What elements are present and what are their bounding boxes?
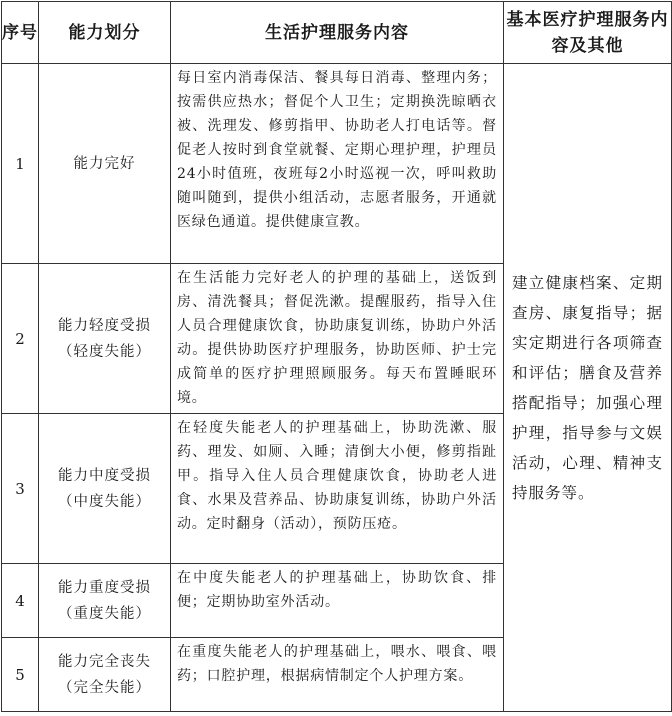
- care-service-table: [1, 1, 672, 712]
- row-seq: 4: [2, 564, 39, 638]
- row-seq: 5: [2, 638, 39, 712]
- medical-content: 建立健康档案、定期查房、康复指导；据实定期进行各项筛查和评估；膳食及营养搭配指导；加强心理护理，指导参与文娱活动，心理、精神支持服务等。: [504, 64, 672, 712]
- ability-sub-label: （轻度失能）: [58, 343, 151, 360]
- ability-sub-label: （重度失能）: [58, 605, 151, 622]
- row-ability: [39, 638, 171, 712]
- header-ability: 能力划分: [39, 2, 171, 64]
- row-service: 在轻度失能老人的护理基础上，协助洗漱、服药、理发、如厕、入睡；清倒大小便，修剪指趾甲。指导入住人员合理健康饮食，协助老人进食、水果及营养品、协助康复训练，协助户外活动。定时翻身（活动），预防压疮。: [171, 414, 504, 564]
- row-ability: [39, 64, 171, 264]
- row-ability: [39, 564, 171, 638]
- row-service: 在生活能力完好老人的护理的基础上，送饭到房、清洗餐具；督促洗漱。提醒服药，指导入住人员合理健康饮食，协助康复训练，协助户外活动。提供协助医疗护理服务，协助医师、护士完成简单的医疗护理照顾服务。每天布置睡眠环境。: [171, 264, 504, 414]
- ability-sub-label: （中度失能）: [58, 493, 151, 510]
- ability-label: 能力完好: [73, 155, 136, 172]
- header-medical: 基本医疗护理服务内容及其他: [504, 2, 672, 64]
- ability-label: 能力重度受损: [58, 579, 151, 596]
- header-seq: 序号: [2, 2, 39, 64]
- row-seq: 2: [2, 264, 39, 414]
- header-service: 生活护理服务内容: [171, 2, 504, 64]
- row-service: 在中度失能老人的护理基础上，协助饮食、排便；定期协助室外活动。: [171, 564, 504, 638]
- ability-label: 能力中度受损: [58, 467, 151, 484]
- ability-label: 能力轻度受损: [58, 317, 151, 334]
- ability-label: 能力完全丧失: [58, 653, 151, 670]
- row-service: 在重度失能老人的护理基础上，喂水、喂食、喂药；口腔护理，根据病情制定个人护理方案。: [171, 638, 504, 712]
- row-seq: 3: [2, 414, 39, 564]
- table-row: [2, 64, 672, 264]
- row-ability: [39, 264, 171, 414]
- row-service: 每日室内消毒保洁、餐具每日消毒、整理内务；按需供应热水；督促个人卫生；定期换洗晾晒衣被、洗理发、修剪指甲、协助老人打电话等。督促老人按时到食堂就餐、定期心理护理，护理员24小时值班，夜班每2小时巡视一次，呼叫救助随叫随到，提供小组活动，志愿者服务，开通就医绿色通道。提供健康宣教。: [171, 64, 504, 264]
- row-ability: [39, 414, 171, 564]
- ability-sub-label: （完全失能）: [58, 679, 151, 696]
- table-header-row: [2, 2, 672, 64]
- row-seq: 1: [2, 64, 39, 264]
